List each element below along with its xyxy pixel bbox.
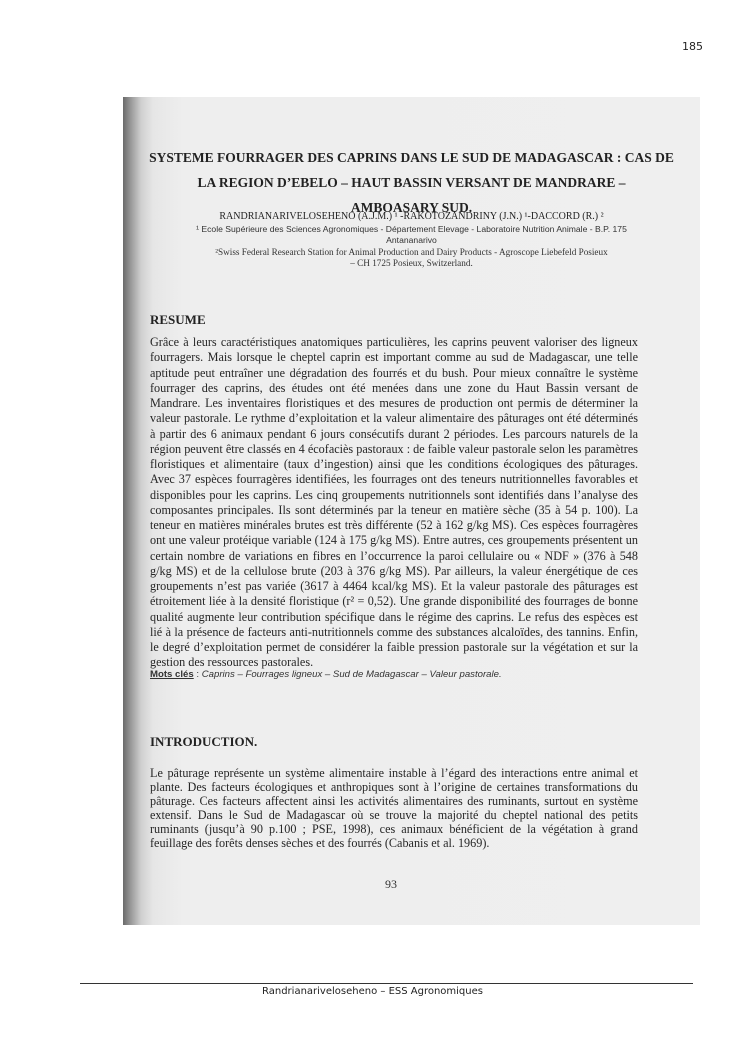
text-line: fourragers. Mais lorsque le cheptel caprin est important comme au sud de Madagascar, une telle: [150, 350, 638, 365]
footer-rule: [80, 983, 693, 984]
text-line: g/kg MS) et de la cellulose brute (203 à 376 g/kg MS). Par ailleurs, la valeur énergétique de ces: [150, 563, 638, 578]
scanned-page: [123, 97, 700, 925]
title-line: LA REGION D’EBELO – HAUT BASSIN VERSANT DE MANDRARE –: [197, 175, 626, 190]
keywords-text: Caprins – Fourrages ligneux – Sud de Madagascar – Valeur pastorale.: [201, 669, 502, 680]
keywords-label: Mots clés: [150, 669, 194, 680]
text-line: Grâce à leurs caractéristiques anatomiques particulières, les caprins peuvent valoriser des ligneux: [150, 335, 638, 349]
text-line: fourrager des caprins, des études ont été menées dans une zone du Haut Bassin versant de: [150, 380, 638, 395]
affiliation-2: – CH 1725 Posieux, Switzerland.: [350, 258, 473, 268]
keywords: [150, 669, 502, 680]
affiliation-2: ²Swiss Federal Research Station for Animal Production and Dairy Products - Agroscope Liebefeld Posieux: [215, 247, 608, 257]
text-line: Avec 37 espèces fourragères identifiées, les fourrages ont des teneurs nutritionnelles favorables et: [150, 472, 638, 487]
affiliation-1: ¹ Ecole Supérieure des Sciences Agronomiques - Département Elevage - Laboratoire Nutrition Animale - B.P. 175: [196, 224, 627, 234]
text-line: pâturage. Ces facteurs affectent ainsi les activités alimentaires des ruminants, surtout en système: [150, 794, 638, 808]
text-line: feuillage des forêts denses sèches et des fourrés (Cabanis et al. 1969).: [150, 836, 490, 850]
affiliation-1: Antananarivo: [386, 235, 437, 245]
text-line: à partir des 6 animaux pendant 6 jours consécutifs durant 2 périodes. Les parcours naturels de la: [150, 426, 638, 441]
text-line: composantes principales. Ils sont déterminés par la teneur en matière sèche (35 à 54 p. 100). La: [150, 502, 638, 517]
text-line: floristiques et alimentaire (taux d’ingestion) ainsi que les conditions écologiques des pâturages.: [150, 457, 638, 471]
page-number: 185: [682, 40, 703, 53]
text-line: région peuvent être classés en 4 écofaciès pastoraux : de faible valeur pastorale selon les paramètres: [150, 441, 638, 456]
text-line: aptitude peut entraîner une dégradation des fourrés et du bush. Pour mieux connaître le système: [150, 365, 638, 380]
text-line: gestion des ressources pastorales.: [150, 655, 314, 670]
text-line: le degré d’exploitation permet de considérer la faible pression pastorale sur la végétation et sur la: [150, 640, 638, 654]
text-line: certain nombre de variations en fibres en l’occurrence la paroi cellulaire ou « NDF » (376 à 548: [150, 548, 638, 563]
text-line: étroitement liée à la densité floristique (r² = 0,52). Une grande disponibilité des fourrages de bonne: [150, 594, 638, 609]
text-line: extensif. Dans le Sud de Madagascar où se trouve la majorité du cheptel national des petits: [150, 808, 638, 822]
text-line: Mandrare. Les inventaires floristiques et des mesures de production ont permis de déterminer la: [150, 396, 638, 410]
text-line: teneur en matières minérales brutes est très différente (52 à 162 g/kg MS). Ces espèces fourragères: [150, 518, 638, 532]
text-line: valeur pastorale. Le rythme d’exploitation et la valeur alimentaire des pâturages ont été déterminés: [150, 411, 638, 426]
text-line: disponibles pour les caprins. Les cinq groupements nutritionnels sont identifiés dans l’analyse des: [150, 487, 638, 502]
text-line: Le pâturage représente un système alimentaire instable à l’égard des interactions entre animal et: [150, 766, 638, 780]
footer-text: Randrianariveloseheno – ESS Agronomiques: [262, 986, 483, 997]
text-line: qualité augmente leur contribution spécifique dans le régime des caprins. Le refus des espèces est: [150, 609, 638, 624]
scan-page-number: 93: [385, 877, 397, 891]
introduction-heading: INTRODUCTION.: [150, 734, 258, 749]
resume-heading: RESUME: [150, 312, 206, 327]
introduction-body: [150, 766, 638, 850]
text-line: groupements n’est pas variée (3617 à 4464 kcal/kg MS). Et la valeur pastorale des pâturages est: [150, 579, 638, 593]
keywords-separator: :: [193, 669, 202, 680]
title-line: SYSTEME FOURRAGER DES CAPRINS DANS LE SUD DE MADAGASCAR : CAS DE: [149, 150, 674, 165]
text-line: plante. Des facteurs écologiques et anthropiques sont à l’origine de certaines transformations du: [150, 780, 638, 794]
text-line: lié à la présence de facteurs anti-nutritionnels comme des substances alcaloïdes, des tannins. Enfin,: [150, 624, 638, 639]
text-line: ont une valeur protéique variable (124 à 175 g/kg MS). Entre autres, ces groupements présentent un: [150, 533, 638, 548]
text-line: ruminants (jusqu’à 90 p.100 ; PSE, 1998), ces animaux bénéficient de la végétation à grand: [150, 822, 638, 836]
resume-body: [150, 335, 638, 671]
authors: RANDRIANARIVELOSEHENO (A.J.M.) ¹ -RAKOTOZANDRINY (J.N.) ¹-DACCORD (R.) ²: [219, 211, 604, 222]
title-line: AMBOASARY SUD.: [350, 200, 473, 215]
